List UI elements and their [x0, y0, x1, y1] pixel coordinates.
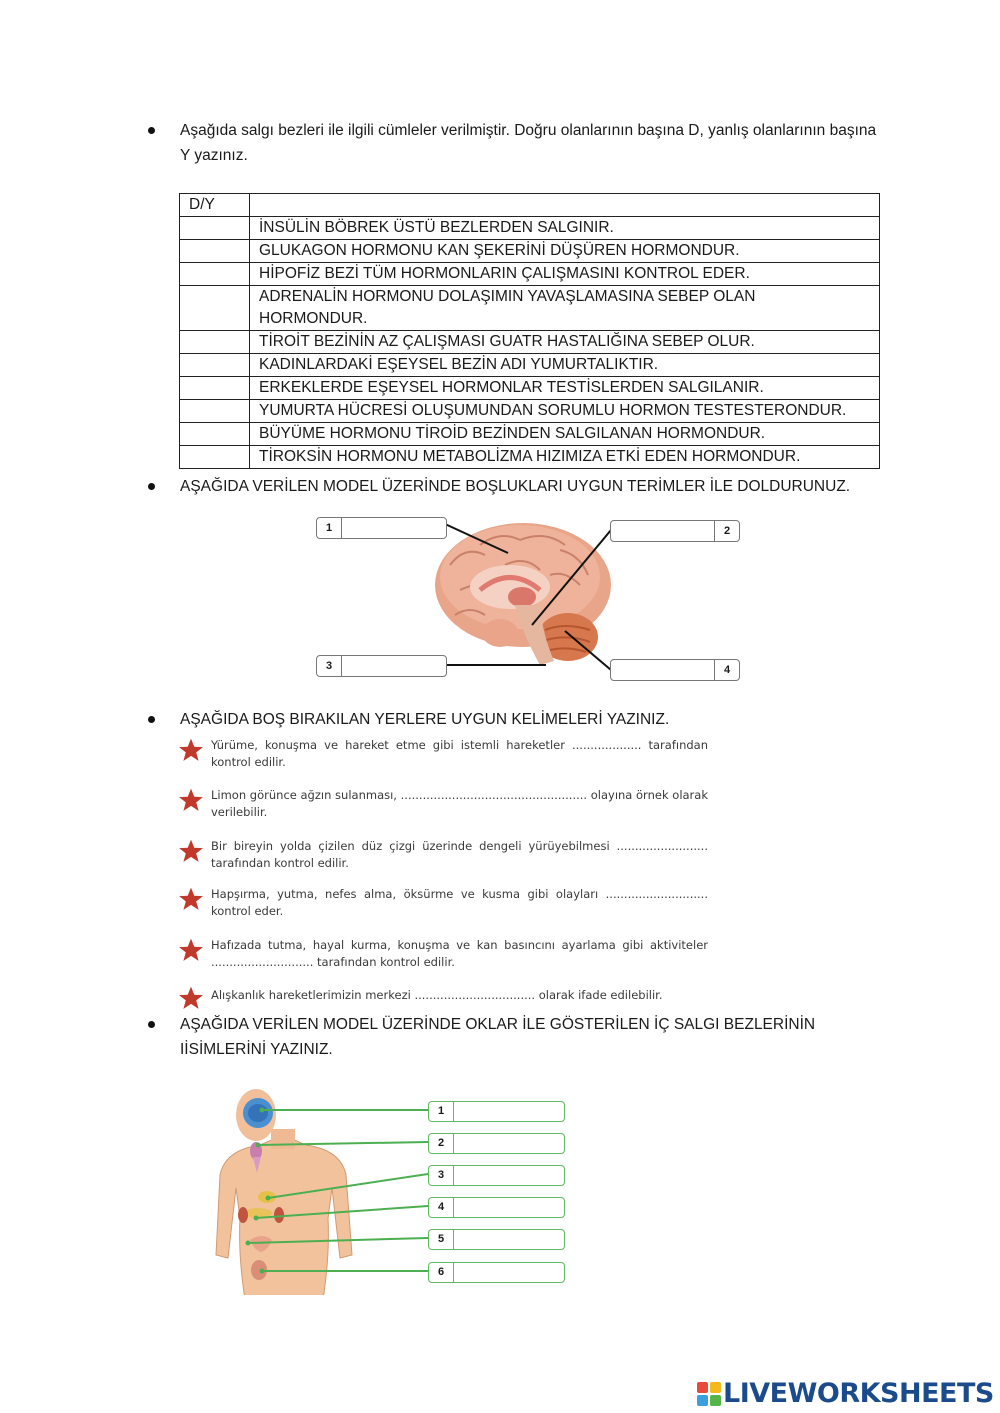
table-row [180, 377, 880, 400]
brain-label-3-input[interactable] [347, 657, 445, 675]
fill-sentence-5-text: Hafızada tutma, hayal kurma, konuşma ve kan basıncını ayarlama gibi aktiviteler ............................ tarafından kontrol edilir. [211, 938, 708, 969]
table-row [180, 286, 880, 331]
gland-label-3 [428, 1165, 565, 1186]
star-icon [178, 937, 204, 963]
gland-label-3-input[interactable] [457, 1167, 561, 1185]
header-statement-cell [250, 194, 880, 217]
brain-label-4-number: 4 [714, 660, 739, 680]
answer-input-7[interactable] [189, 378, 240, 398]
gland-label-4-number: 4 [429, 1198, 454, 1217]
gland-label-1 [428, 1101, 565, 1122]
statement-cell: ADRENALİN HORMONU DOLAŞIMIN YAVAŞLAMASINA SEBEP OLAN HORMONDUR. [250, 286, 880, 331]
gland-label-3-number: 3 [429, 1166, 454, 1185]
statement-cell: YUMURTA HÜCRESİ OLUŞUMUNDAN SORUMLU HORMON TESTESTERONDUR. [250, 400, 880, 423]
gland-label-5 [428, 1229, 565, 1250]
answer-input-9[interactable] [189, 424, 240, 444]
statement-cell: TİROKSİN HORMONU METABOLİZMA HIZIMIZA ETKİ EDEN HORMONDUR. [250, 446, 880, 469]
statement-cell: BÜYÜME HORMONU TİROİD BEZİNDEN SALGILANAN HORMONDUR. [250, 423, 880, 446]
brain-label-2 [610, 520, 740, 542]
true-false-table [179, 193, 880, 469]
star-icon [178, 787, 204, 813]
fill-sentence-6 [178, 985, 708, 1011]
table-header-row [180, 194, 880, 217]
statement-cell: İNSÜLİN BÖBREK ÜSTÜ BEZLERDEN SALGINIR. [250, 217, 880, 240]
fill-sentence-1 [178, 737, 708, 773]
answer-input-8[interactable] [189, 401, 240, 421]
fill-sentence-3-text: Bir bireyin yolda çizilen düz çizgi üzerinde dengeli yürüyebilmesi ......................... tarafından kontrol edilir. [211, 839, 708, 870]
table-row [180, 446, 880, 469]
fill-sentence-2-text: Limon görünce ağzın sulanması, ................................................... olayına örnek olarak verilebilir. [211, 788, 708, 819]
brain-label-2-number: 2 [714, 521, 739, 541]
fill-sentence-6-text: Alışkanlık hareketlerimizin merkezi ................................. olarak ifade edilebilir. [211, 988, 663, 1002]
table-row [180, 240, 880, 263]
gland-label-1-input[interactable] [457, 1103, 561, 1121]
statement-cell: HİPOFİZ BEZİ TÜM HORMONLARIN ÇALIŞMASINI KONTROL EDER. [250, 263, 880, 286]
brain-label-3-number: 3 [317, 656, 342, 676]
human-body-icon [216, 1089, 352, 1295]
bullet-icon [148, 127, 155, 134]
instruction-3-text: AŞAĞIDA BOŞ BIRAKILAN YERLERE UYGUN KELİMELERİ YAZINIZ. [180, 711, 670, 728]
fill-sentence-2 [178, 787, 708, 823]
bullet-icon [148, 716, 155, 723]
star-icon [178, 737, 204, 763]
answer-input-1[interactable] [189, 218, 240, 238]
brain-label-1-number: 1 [317, 518, 342, 538]
brain-label-4-input[interactable] [615, 661, 711, 679]
logo-tiles-icon [697, 1382, 721, 1406]
statement-cell: GLUKAGON HORMONU KAN ŞEKERİNİ DÜŞÜREN HORMONDUR. [250, 240, 880, 263]
brain-label-2-input[interactable] [615, 522, 711, 540]
bullet-icon [148, 1021, 155, 1028]
gland-label-4-input[interactable] [457, 1199, 561, 1217]
table-row [180, 263, 880, 286]
instruction-4-text: AŞAĞIDA VERİLEN MODEL ÜZERİNDE OKLAR İLE GÖSTERİLEN İÇ SALGI BEZLERİNİN IİSİMLERİNİ YAZINIZ. [180, 1016, 816, 1058]
fill-sentence-1-text: Yürüme, konuşma ve hareket etme gibi istemli hareketler ................... tarafından kontrol edilir. [211, 738, 708, 769]
endocrine-diagram [195, 1085, 440, 1295]
fill-sentence-4 [178, 886, 708, 922]
gland-label-6 [428, 1262, 565, 1283]
table-row [180, 400, 880, 423]
table-row [180, 354, 880, 377]
fill-sentence-4-text: Hapşırma, yutma, nefes alma, öksürme ve kusma gibi olayları ............................ kontrol eder. [211, 887, 708, 918]
answer-input-10[interactable] [189, 447, 240, 467]
answer-input-6[interactable] [189, 355, 240, 375]
header-answer-cell: D/Y [180, 194, 250, 217]
brain-label-4 [610, 659, 740, 681]
star-icon [178, 886, 204, 912]
answer-input-2[interactable] [189, 241, 240, 261]
statement-cell: ERKEKLERDE EŞEYSEL HORMONLAR TESTİSLERDEN SALGILANIR. [250, 377, 880, 400]
fill-sentence-3 [178, 838, 708, 874]
star-icon [178, 838, 204, 864]
gland-label-4 [428, 1197, 565, 1218]
gland-label-2-number: 2 [429, 1134, 454, 1153]
answer-input-4[interactable] [189, 287, 240, 307]
brain-icon [435, 523, 611, 665]
gland-label-6-input[interactable] [457, 1264, 561, 1282]
table-row [180, 331, 880, 354]
instruction-1-text: Aşağıda salgı bezleri ile ilgili cümleler verilmiştir. Doğru olanlarının başına D, yanlış olanlarının başına Y yazınız. [180, 122, 877, 164]
logo-text: LIVEWORKSHEETS [723, 1378, 994, 1409]
table-row [180, 217, 880, 240]
gland-label-2 [428, 1133, 565, 1154]
gland-label-1-number: 1 [429, 1102, 454, 1121]
fill-sentence-5 [178, 937, 708, 973]
gland-label-6-number: 6 [429, 1263, 454, 1282]
brain-label-1 [316, 517, 447, 539]
gland-label-2-input[interactable] [457, 1135, 561, 1153]
table-row [180, 423, 880, 446]
answer-input-5[interactable] [189, 332, 240, 352]
brain-label-1-input[interactable] [347, 519, 445, 537]
bullet-icon [148, 483, 155, 490]
star-icon [178, 985, 204, 1011]
statement-cell: TİROİT BEZİNİN AZ ÇALIŞMASI GUATR HASTALIĞINA SEBEP OLUR. [250, 331, 880, 354]
statement-cell: KADINLARDAKİ EŞEYSEL BEZİN ADI YUMURTALIKTIR. [250, 354, 880, 377]
answer-input-3[interactable] [189, 264, 240, 284]
gland-label-5-number: 5 [429, 1230, 454, 1249]
instruction-2-text: AŞAĞIDA VERİLEN MODEL ÜZERİNDE BOŞLUKLARI UYGUN TERİMLER İLE DOLDURUNUZ. [180, 478, 851, 495]
gland-label-5-input[interactable] [457, 1231, 561, 1249]
brain-label-3 [316, 655, 447, 677]
